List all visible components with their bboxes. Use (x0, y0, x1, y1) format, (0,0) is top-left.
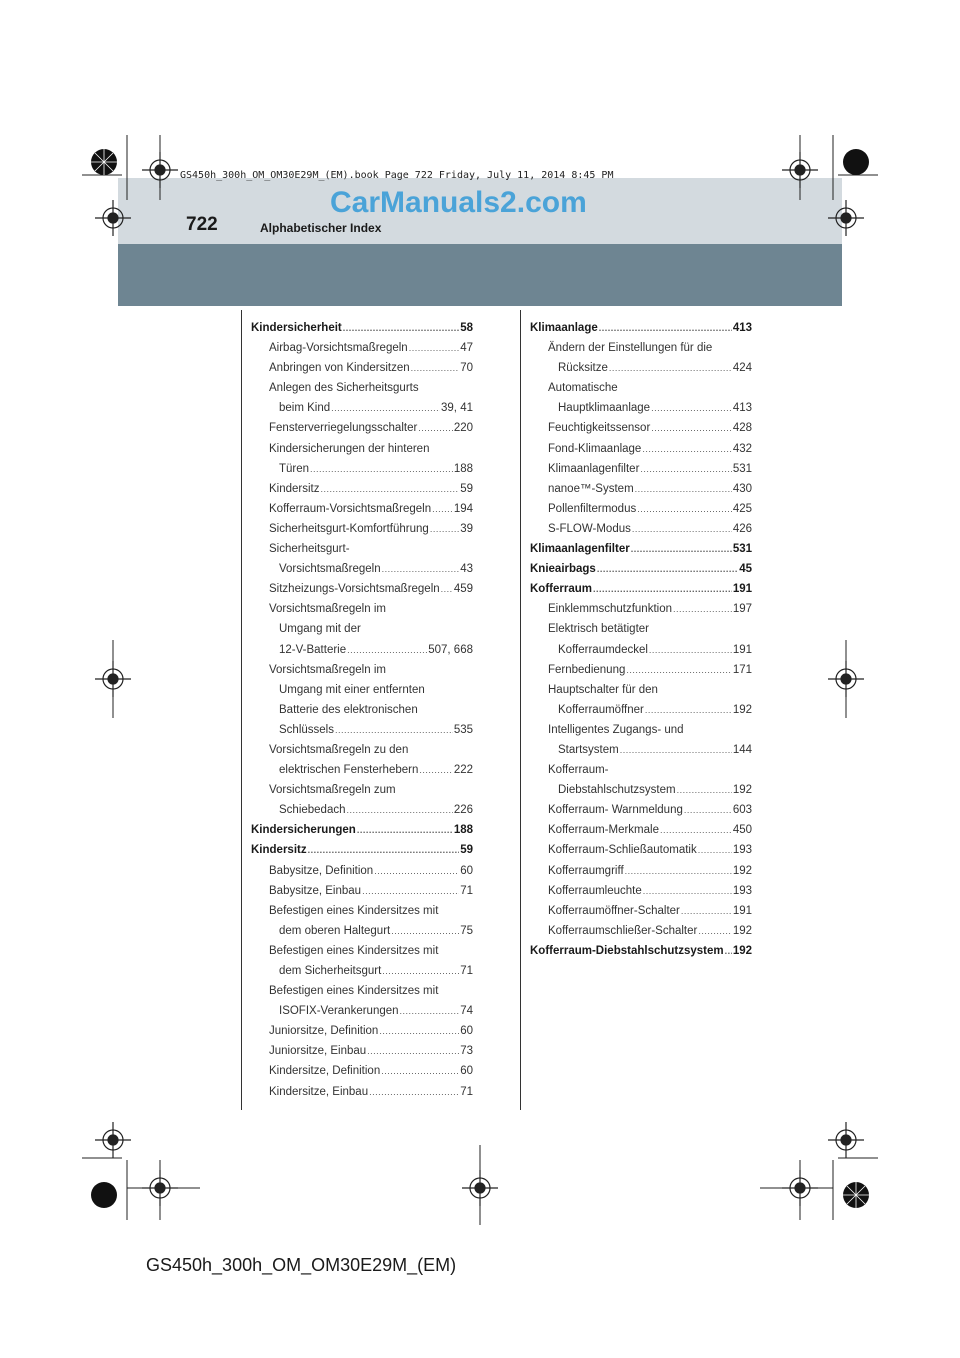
index-entry-text: Juniorsitze, Definition (269, 1025, 379, 1038)
index-entry-text: beim Kind (279, 402, 331, 415)
index-entry-text: Vorsichtsmaßregeln zu den (269, 743, 409, 756)
index-entry-page: 220 (453, 422, 473, 435)
index-entry-page: 39, 41 (441, 402, 473, 415)
index-entry-text: Kofferraumöffner (558, 703, 644, 716)
index-entry-page: 192 (732, 944, 752, 957)
index-entry-page: 413 (732, 402, 752, 415)
index-entry-page: 507, 668 (428, 643, 473, 656)
index-entry-text: Airbag-Vorsichtsmaßregeln (269, 342, 408, 355)
index-entry-text: Einklemmschutzfunktion (548, 603, 672, 616)
index-entry-text: Batterie des elektronischen (279, 703, 418, 716)
index-entry-text: Kofferraumgriff (548, 864, 624, 877)
index-entry-page: 193 (732, 884, 752, 897)
index-entry-page: 188 (453, 462, 473, 475)
index-entry-page: 192 (732, 924, 752, 937)
index-entry-text: Befestigen eines Kindersitzes mit (269, 944, 439, 957)
index-entry-text: Kofferraum- (548, 764, 609, 777)
index-entry-text: Vorsichtsmaßregeln im (269, 603, 386, 616)
index-entry-page: 74 (460, 1005, 473, 1018)
index-entry-text: Schiebedach (279, 804, 346, 817)
index-entry-text: dem Sicherheitsgurt (279, 965, 382, 977)
index-entry-text: Rücksitze (558, 362, 608, 375)
index-entry-text: Umgang mit der (279, 623, 361, 636)
book-info-line: GS450h_300h_OM_OM30E29M_(EM).book Page 722 Friday, July 11, 2014 8:45 PM (180, 170, 614, 181)
index-entry-page: 71 (460, 884, 473, 897)
index-entry-text: Hauptklimaanlage (558, 402, 651, 415)
index-entry-text: Vorsichtsmaßregeln (279, 563, 381, 576)
index-entry-text: Befestigen eines Kindersitzes mit (269, 985, 439, 998)
index-entry-page: 535 (453, 723, 473, 736)
index-entry-text: Kofferraum-Schließautomatik (548, 844, 697, 857)
index-entry-text: Anbringen von Kindersitzen (269, 362, 410, 375)
index-entry-page: 222 (453, 764, 473, 777)
index-entry-text: Kindersitz (251, 844, 307, 857)
index-entry-text: Hauptschalter für den (548, 683, 658, 696)
index-entry-text: Pollenfiltermodus (548, 502, 637, 515)
index-entry-text: Startsystem (558, 743, 619, 756)
index-entry-text: S-FLOW-Modus (548, 522, 631, 535)
index-entry-page: 428 (732, 422, 752, 435)
index-entry-text: Klimaanlagenfilter (548, 462, 640, 475)
index-entry-page: 531 (732, 462, 752, 475)
index-entry-page: 75 (460, 924, 473, 937)
index-entry-page: 226 (453, 804, 473, 817)
index-entry-text: Sitzheizungs-Vorsichtsmaßregeln (269, 583, 440, 596)
index-entry-text: Kofferraumöffner-Schalter (548, 904, 680, 917)
page-number: 722 (186, 214, 218, 235)
index-entry-page: 430 (732, 482, 752, 495)
index-entry-text: Kofferraumdeckel (558, 643, 648, 656)
index-entry-text: Knieairbags (530, 563, 596, 576)
index-entry-text: Klimaanlage (530, 322, 598, 334)
section-title: Alphabetischer Index (260, 221, 382, 235)
index-entry-text: Klimaanlagenfilter (530, 543, 630, 556)
index-entry-page: 59 (460, 482, 473, 495)
index-entry-text: Kindersicherungen der hinteren (269, 442, 430, 455)
index-entry-text: Schlüssels (279, 723, 334, 736)
index-entry-page: 58 (460, 322, 473, 334)
index-entry-page: 47 (460, 342, 473, 355)
index-entry-page: 144 (732, 743, 752, 756)
index-entry-page: 60 (460, 1025, 473, 1038)
index-entry-text: Vorsichtsmaßregeln im (269, 663, 386, 676)
index-entry-text: Sicherheitsgurt- (269, 543, 350, 556)
index-entry-text: Elektrisch betätigter (548, 623, 649, 636)
index-entry-page: 531 (732, 543, 752, 556)
index-entry-text: Fensterverriegelungsschalter (269, 422, 418, 435)
index-entry-text: Sicherheitsgurt-Komfortführung (269, 522, 429, 535)
index-entry-page: 603 (732, 804, 752, 817)
index-entry-text: Juniorsitze, Einbau (269, 1045, 367, 1058)
index-entry-page: 45 (739, 563, 752, 576)
index-entry-page: 73 (460, 1045, 473, 1058)
index-entry-text: Ändern der Einstellungen für die (548, 342, 713, 355)
watermark[interactable]: CarManuals2.com (330, 186, 587, 219)
index-entry-text: Intelligentes Zugangs- und (548, 723, 684, 736)
index-entry-text: Kindersitz (269, 482, 320, 495)
index-entry-text: Fernbedienung (548, 663, 626, 676)
index-entry-page: 432 (732, 442, 752, 455)
index-entry-text: Kofferraum-Diebstahlschutzsystem (530, 944, 724, 957)
index-entry-text: Vorsichtsmaßregeln zum (269, 784, 396, 797)
index-entry-text: Türen (279, 462, 310, 475)
index-entry-text: Befestigen eines Kindersitzes mit (269, 904, 439, 917)
index-entry-page: 60 (460, 1065, 473, 1078)
index-entry-page: 171 (732, 663, 752, 676)
index-entry-text: Kindersitze, Einbau (269, 1085, 369, 1098)
index-entry-page: 413 (732, 322, 752, 334)
index-entry-text: Kindersicherungen (251, 824, 356, 837)
index-entry-text: Kofferraum (530, 583, 592, 596)
index-entry-text: Umgang mit einer entfernten (279, 683, 425, 696)
index-entry-page: 71 (460, 1085, 473, 1098)
index-entry-text: Kofferraum- Warnmeldung (548, 804, 683, 817)
index-entry-page: 70 (460, 362, 473, 375)
index-entry-text: dem oberen Haltegurt (279, 924, 391, 937)
index-entry-text: Feuchtigkeitssensor (548, 422, 651, 435)
index-entry-page: 60 (460, 864, 473, 877)
index-entry-text: Fond-Klimaanlage (548, 442, 642, 455)
index-entry-page: 43 (460, 563, 473, 576)
index-entry-text: nanoe™-System (548, 482, 634, 495)
index-entry-page: 459 (453, 583, 473, 596)
index-entry-page: 191 (732, 643, 752, 656)
index-entry-page: 450 (732, 824, 752, 837)
index-entry-text: Kindersicherheit (251, 322, 342, 334)
index-entry-page: 424 (732, 362, 752, 375)
index-entry-page: 59 (460, 844, 473, 857)
index-entry-text: Diebstahlschutzsystem (558, 784, 676, 797)
index-entry-page: 197 (732, 603, 752, 616)
index-entry-page: 71 (460, 965, 473, 977)
index-entry-page: 426 (732, 522, 752, 535)
index-entry-page: 193 (732, 844, 752, 857)
index-entry-page: 192 (732, 703, 752, 716)
index-entry-text: Kofferraum-Merkmale (548, 824, 659, 837)
index-entry-text: Automatische (548, 382, 618, 395)
index-entry-text: Babysitze, Definition (269, 864, 374, 877)
index-entry-text: 12-V-Batterie (279, 643, 347, 656)
index-entry-text: ISOFIX-Verankerungen (279, 1005, 399, 1018)
index-entry-page: 194 (453, 502, 473, 515)
index-entry-page: 39 (460, 522, 473, 535)
index-entry-page: 192 (732, 864, 752, 877)
index-entry-text: Kofferraumschließer-Schalter (548, 924, 698, 937)
index-entry-text: Kofferraumleuchte (548, 884, 642, 897)
index-entry-text: Anlegen des Sicherheitsgurts (269, 382, 419, 395)
index-entry-page: 188 (453, 824, 473, 837)
index-entry-text: Kofferraum-Vorsichtsmaßregeln (269, 502, 432, 515)
index-entry-text: Babysitze, Einbau (269, 884, 362, 897)
index-entry-page: 191 (732, 583, 752, 596)
index-entry-text: elektrischen Fensterhebern (279, 764, 419, 777)
index-entry-page: 192 (732, 784, 752, 797)
index-entry-text: Kindersitze, Definition (269, 1065, 381, 1078)
index-entry-page: 425 (732, 502, 752, 515)
footer-model-code: GS450h_300h_OM_OM30E29M_(EM) (146, 1255, 457, 1275)
index-entry-page: 191 (732, 904, 752, 917)
